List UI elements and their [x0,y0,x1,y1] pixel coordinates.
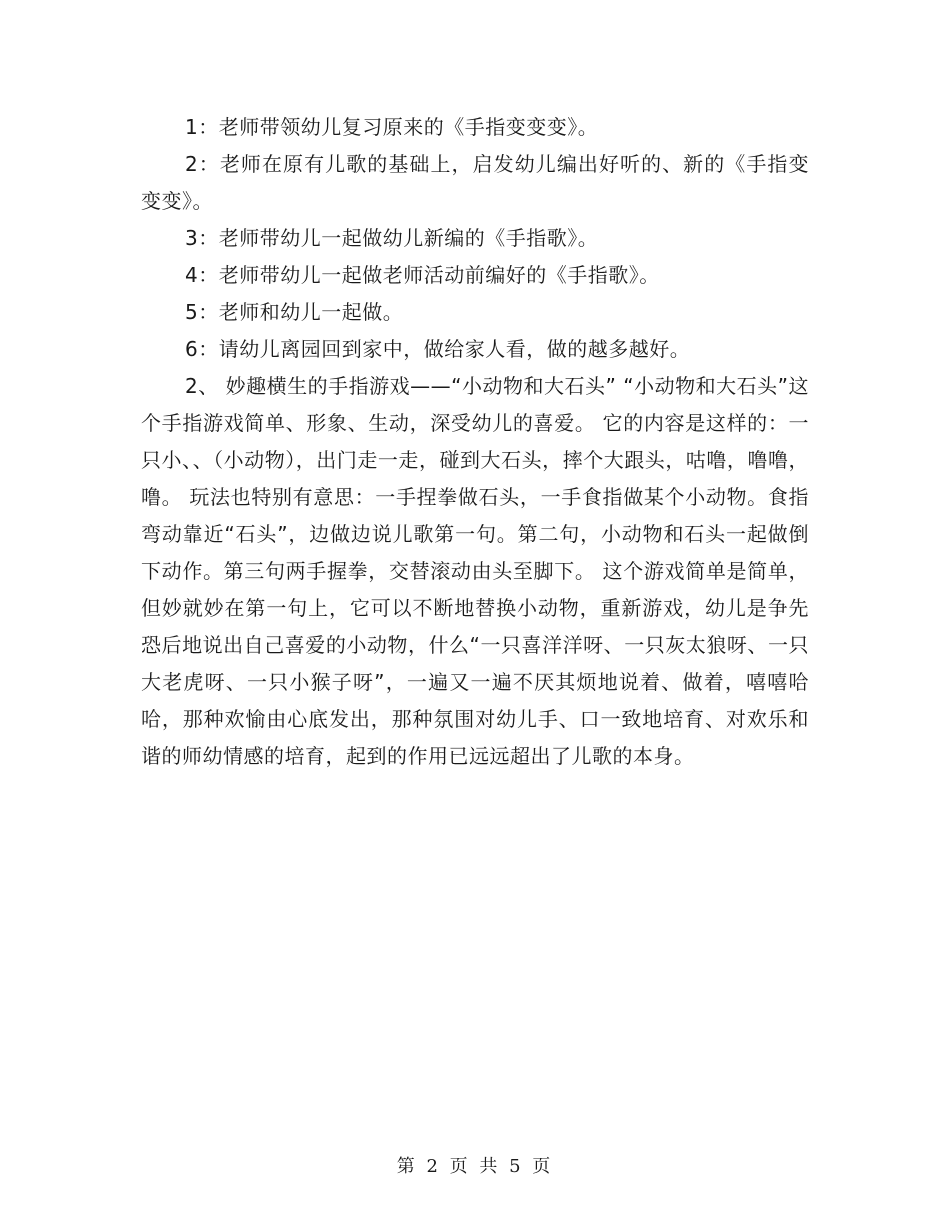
paragraph-step-5: 5：老师和幼儿一起做。 [185,300,404,324]
paragraph-finger-game: 2、 妙趣横生的手指游戏——“小动物和大石头” “小动物和大石头”这个手指游戏简单、形象、生动，深受幼儿的喜爱。 它的内容是这样的：一只小、、（小动物），出门走一走，碰到大石头，摔个大跟头，咕噜，噜噜，噜。 玩法也特别有意思：一手捏拳做石头，一手食指做某个小动物。食指弯动靠近“石头”，边做边说儿歌第一句。第二句，小动物和石头一起做倒下动作。第三句两手握拳，交替滚动由头至脚下。 这个游戏简单是简单，但妙就妙在第一句上，它可以不断地替换小动物，重新游戏，幼儿是争先恐后地说出自己喜爱的小动物，什么“一只喜洋洋呀、一只灰太狼呀、一只大老虎呀、一只小猴子呀”，一遍又一遍不厌其烦地说着、做着，嘻嘻哈哈，那种欢愉由心底发出，那种氛围对幼儿手、口一致地培育、对欢乐和谐的师幼情感的培育，起到的作用已远远超出了儿歌的本身。 [141,374,809,768]
paragraph-step-1: 1：老师带领幼儿复习原来的《手指变变变》。 [185,115,599,139]
document-body [141,109,809,775]
paragraph-step-6: 6：请幼儿离园回到家中，做给家人看，做的越多越好。 [185,337,691,361]
paragraph-step-2: 2：老师在原有儿歌的基础上，启发幼儿编出好听的、新的《手指变变变》。 [141,152,809,213]
paragraph-step-4: 4：老师带幼儿一起做老师活动前编好的《手指歌》。 [185,263,660,287]
paragraph-step-3: 3：老师带幼儿一起做幼儿新编的《手指歌》。 [185,226,599,250]
page-number-footer: 第 2 页 共 5 页 [396,1156,554,1177]
